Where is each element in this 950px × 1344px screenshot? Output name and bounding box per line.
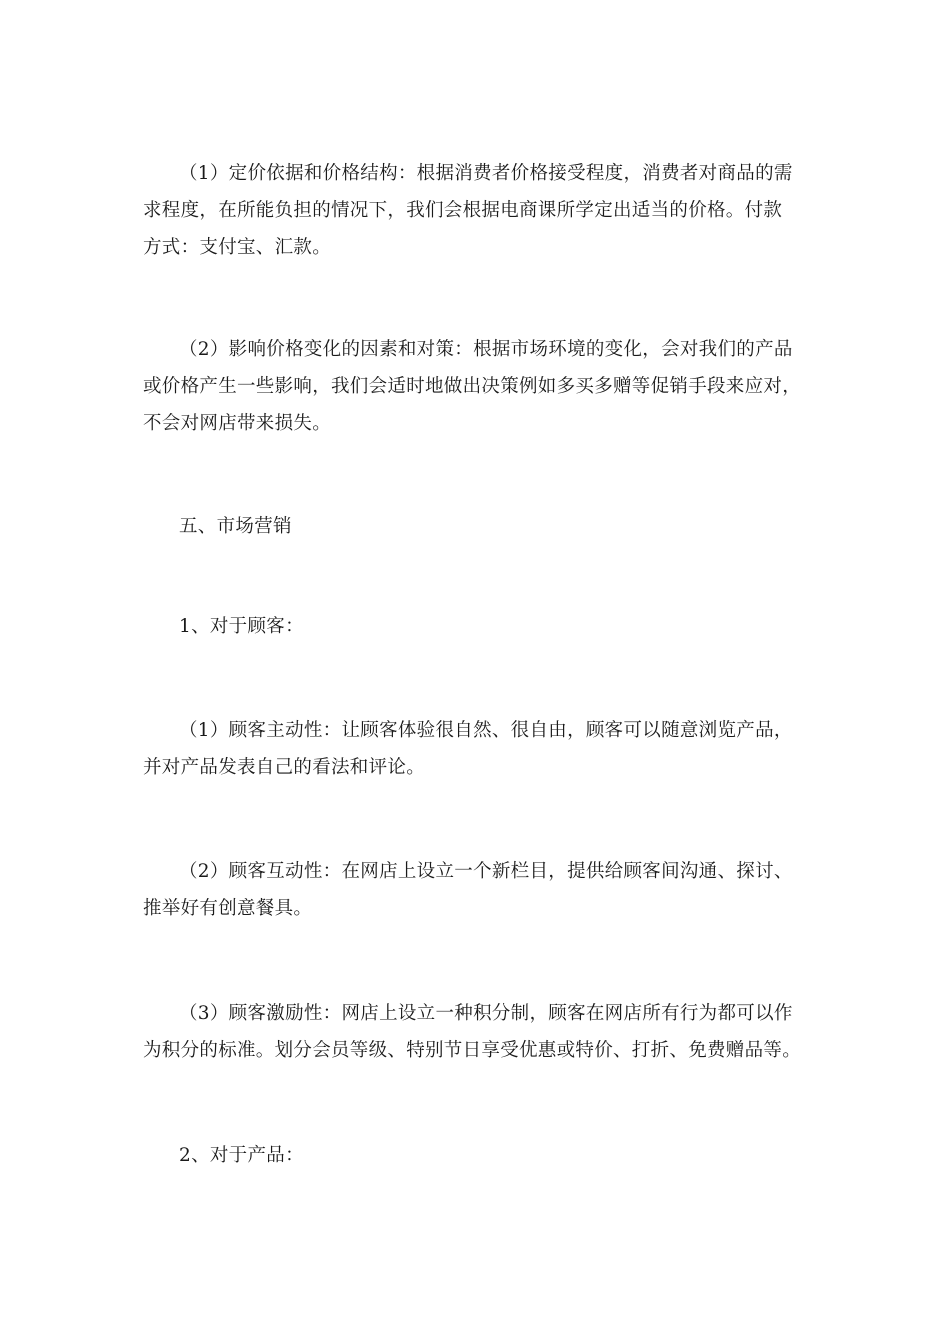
text-line: 推举好有创意餐具。 bbox=[143, 898, 313, 919]
text-line: （2）顾客互动性：在网店上设立一个新栏目，提供给顾客间沟通、探讨、 bbox=[179, 861, 793, 882]
paragraph-customer-initiative bbox=[143, 712, 815, 786]
text-line: 方式：支付宝、汇款。 bbox=[143, 237, 332, 258]
paragraph-customer-interaction bbox=[143, 853, 815, 927]
subheading-for-products bbox=[143, 1137, 815, 1174]
paragraph-customer-incentive bbox=[143, 995, 815, 1069]
text-line: 1、对于顾客： bbox=[179, 616, 304, 637]
text-line: 为积分的标准。划分会员等级、特别节日享受优惠或特价、打折、免费赠品等。 bbox=[143, 1040, 802, 1061]
text-line: （3）顾客激励性：网店上设立一种积分制，顾客在网店所有行为都可以作 bbox=[179, 1003, 793, 1024]
text-line: 2、对于产品： bbox=[179, 1145, 304, 1166]
text-line: 或价格产生一些影响，我们会适时地做出决策例如多买多赠等促销手段来应对， bbox=[143, 376, 802, 397]
text-line: 并对产品发表自己的看法和评论。 bbox=[143, 757, 426, 778]
section-heading-marketing bbox=[143, 508, 815, 545]
paragraph-pricing-basis bbox=[143, 155, 815, 266]
subheading-for-customers bbox=[143, 608, 815, 645]
text-line: 不会对网店带来损失。 bbox=[143, 413, 332, 434]
text-line: 求程度，在所能负担的情况下，我们会根据电商课所学定出适当的价格。付款 bbox=[143, 200, 783, 221]
text-line: 五、市场营销 bbox=[179, 516, 292, 537]
text-line: （2）影响价格变化的因素和对策：根据市场环境的变化，会对我们的产品 bbox=[179, 339, 793, 360]
paragraph-price-change-factors bbox=[143, 331, 815, 442]
text-line: （1）定价依据和价格结构：根据消费者价格接受程度，消费者对商品的需 bbox=[179, 163, 793, 184]
text-line: （1）顾客主动性：让顾客体验很自然、很自由，顾客可以随意浏览产品， bbox=[179, 720, 793, 741]
